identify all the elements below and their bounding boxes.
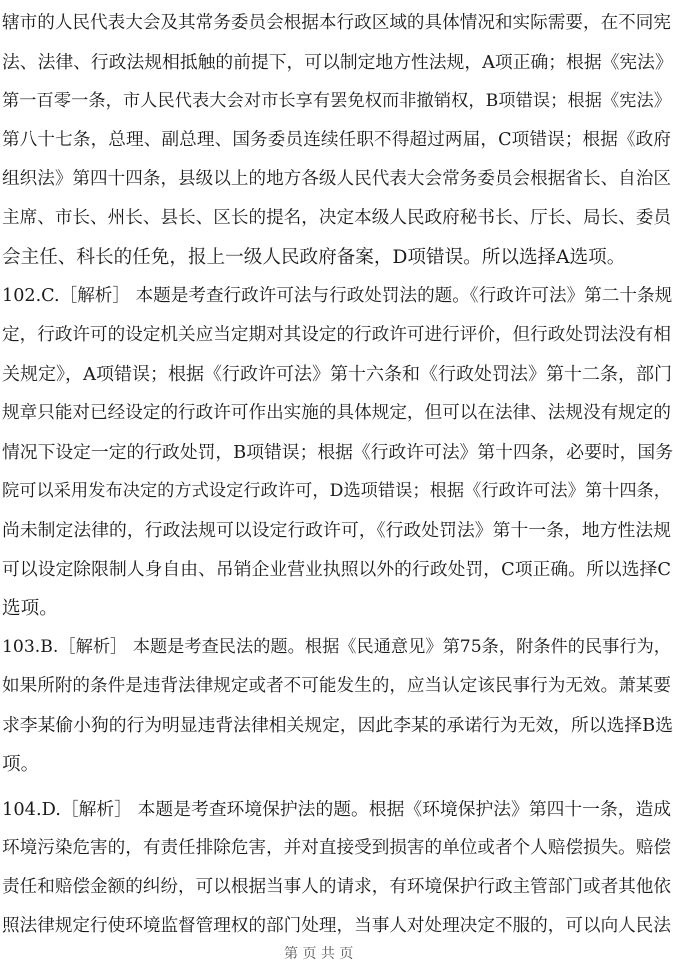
text-line: 责任和赔偿金额的纠纷，可以根据当事人的请求，有环境保护行政主管部门或者其他依 — [2, 877, 671, 897]
answer-heading-104: 104.D.［解析］ 本题是考查环境保护法的题。根据《环境保护法》第四十一条，造成 — [2, 799, 672, 820]
text-line: 如果所附的条件是违背法律规定或者不可能发生的，应当认定该民事行为无效。萧某要 — [2, 676, 671, 696]
text-line: 环境污染危害的，有责任排除危害，并对直接受到损害的单位或者个人赔偿损失。赔偿 — [2, 838, 671, 858]
text-line: 选项。 — [2, 598, 58, 619]
answer-heading-103: 103.B.［解析］ 本题是考查民法的题。根据《民通意见》第75条，附条件的民事行为， — [2, 637, 671, 657]
text-line: 可以设定除限制人身自由、吊销企业营业执照以外的行政处罚，C项正确。所以选择C — [2, 559, 671, 580]
text-line: 院可以采用发布决定的方式设定行政许可，D选项错误；根据《行政许可法》第十四条， — [2, 481, 671, 501]
text-line: 尚未制定法律的，行政法规可以设定行政许可，《行政处罚法》第十一条，地方性法规 — [2, 520, 671, 541]
text-line: 主席、市长、州长、县长、区长的提名，决定本级人民政府秘书长、厅长、局长、委员 — [2, 208, 671, 228]
text-line: 情况下设定一定的行政处罚，B项错误；根据《行政许可法》第十四条，必要时，国务 — [2, 442, 673, 463]
text-line: 组织法》第四十四条，县级以上的地方各级人民代表大会常务委员会根据省长、自治区 — [2, 169, 671, 189]
text-line: 关规定》，A项错误；根据《行政许可法》第十六条和《行政处罚法》第十二条，部门 — [2, 364, 672, 385]
page-footer: 第 页 共 页 — [284, 946, 354, 962]
text-line: 项。 — [2, 754, 40, 775]
text-line: 辖市的人民代表大会及其常务委员会根据本行政区域的具体情况和实际需要，在不同宪 — [2, 13, 671, 33]
text-line: 照法律规定行使环境监督管理权的部门处理，当事人对处理决定不服的，可以向人民法 — [2, 916, 671, 936]
text-line: 求李某偷小狗的行为明显违背法律相关规定，因此李某的承诺行为无效，所以选择B选 — [2, 715, 673, 736]
text-line: 第一百零一条，市人民代表大会对市长享有罢免权而非撤销权，B项错误；根据《宪法》 — [2, 91, 671, 111]
text-line: 定，行政许可的设定机关应当定期对其设定的行政许可进行评价，但行政处罚法没有相 — [2, 325, 671, 345]
document-page — [2, 0, 673, 962]
text-line: 会主任、科长的任免，报上一级人民政府备案，D项错误。所以选择A选项。 — [2, 247, 626, 268]
text-line: 第八十七条，总理、副总理、国务委员连续任职不得超过两届，C项错误；根据《政府 — [2, 130, 671, 150]
text-line: 法、法律、行政法规相抵触的前提下，可以制定地方性法规，A项正确；根据《宪法》 — [2, 52, 673, 73]
text-line: 规章只能对已经设定的行政许可作出实施的具体规定，但可以在法律、法规没有规定的 — [2, 403, 671, 423]
answer-heading-102: 102.C.［解析］ 本题是考查行政许可法与行政处罚法的题。《行政许可法》第二十条规 — [2, 286, 673, 306]
